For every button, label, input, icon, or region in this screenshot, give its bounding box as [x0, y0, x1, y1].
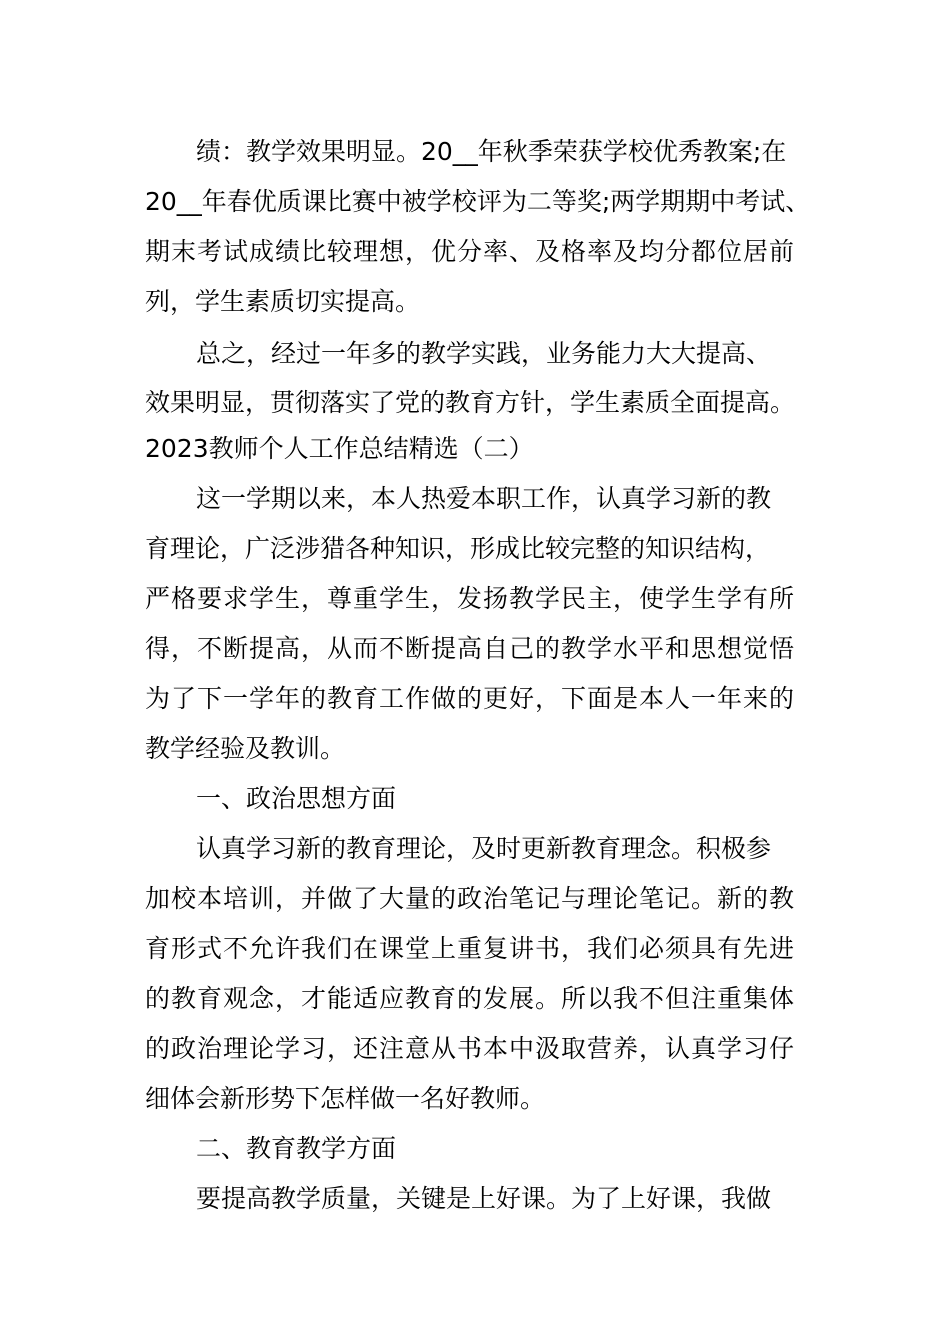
paragraph-line: 列，学生素质切实提高。	[145, 287, 421, 316]
paragraph-line: 教学经验及教训。	[145, 734, 346, 763]
paragraph-line: 加校本培训，并做了大量的政治笔记与理论笔记。新的教	[145, 884, 796, 913]
paragraph-line: 育理论，广泛涉猎各种知识，形成比较完整的知识结构，	[145, 534, 771, 563]
paragraph-line: 期末考试成绩比较理想，优分率、及格率及均分都位居前	[145, 237, 796, 266]
paragraph-line: 细体会新形势下怎样做一名好教师。	[145, 1084, 546, 1113]
paragraph-line: 20__年春优质课比赛中被学校评为二等奖;两学期期中考试、	[145, 187, 811, 216]
paragraph-line: 严格要求学生，尊重学生，发扬教学民主，使学生学有所	[145, 584, 796, 613]
paragraph-line: 认真学习新的教育理论，及时更新教育理念。积极参	[196, 834, 772, 863]
paragraph-line: 总之，经过一年多的教学实践，业务能力大大提高、	[196, 339, 772, 368]
paragraph-line: 要提高教学质量，关键是上好课。为了上好课，我做	[196, 1184, 772, 1213]
section-heading: 2023教师个人工作总结精选（二）	[145, 434, 534, 463]
paragraph-line: 效果明显，贯彻落实了党的教育方针，学生素质全面提高。	[145, 388, 796, 417]
paragraph-line: 的政治理论学习，还注意从书本中汲取营养，认真学习仔	[145, 1034, 796, 1063]
paragraph-line: 为了下一学年的教育工作做的更好，下面是本人一年来的	[145, 684, 796, 713]
subsection-heading: 二、教育教学方面	[196, 1134, 397, 1163]
paragraph-line: 这一学期以来，本人热爱本职工作，认真学习新的教	[196, 484, 772, 513]
paragraph-line: 的教育观念，才能适应教育的发展。所以我不但注重集体	[145, 984, 796, 1013]
paragraph-line: 育形式不允许我们在课堂上重复讲书，我们必须具有先进	[145, 934, 796, 963]
paragraph-line: 绩：教学效果明显。20__年秋季荣获学校优秀教案;在	[196, 137, 787, 166]
paragraph-line: 得，不断提高，从而不断提高自己的教学水平和思想觉悟	[145, 634, 796, 663]
subsection-heading: 一、政治思想方面	[196, 784, 397, 813]
